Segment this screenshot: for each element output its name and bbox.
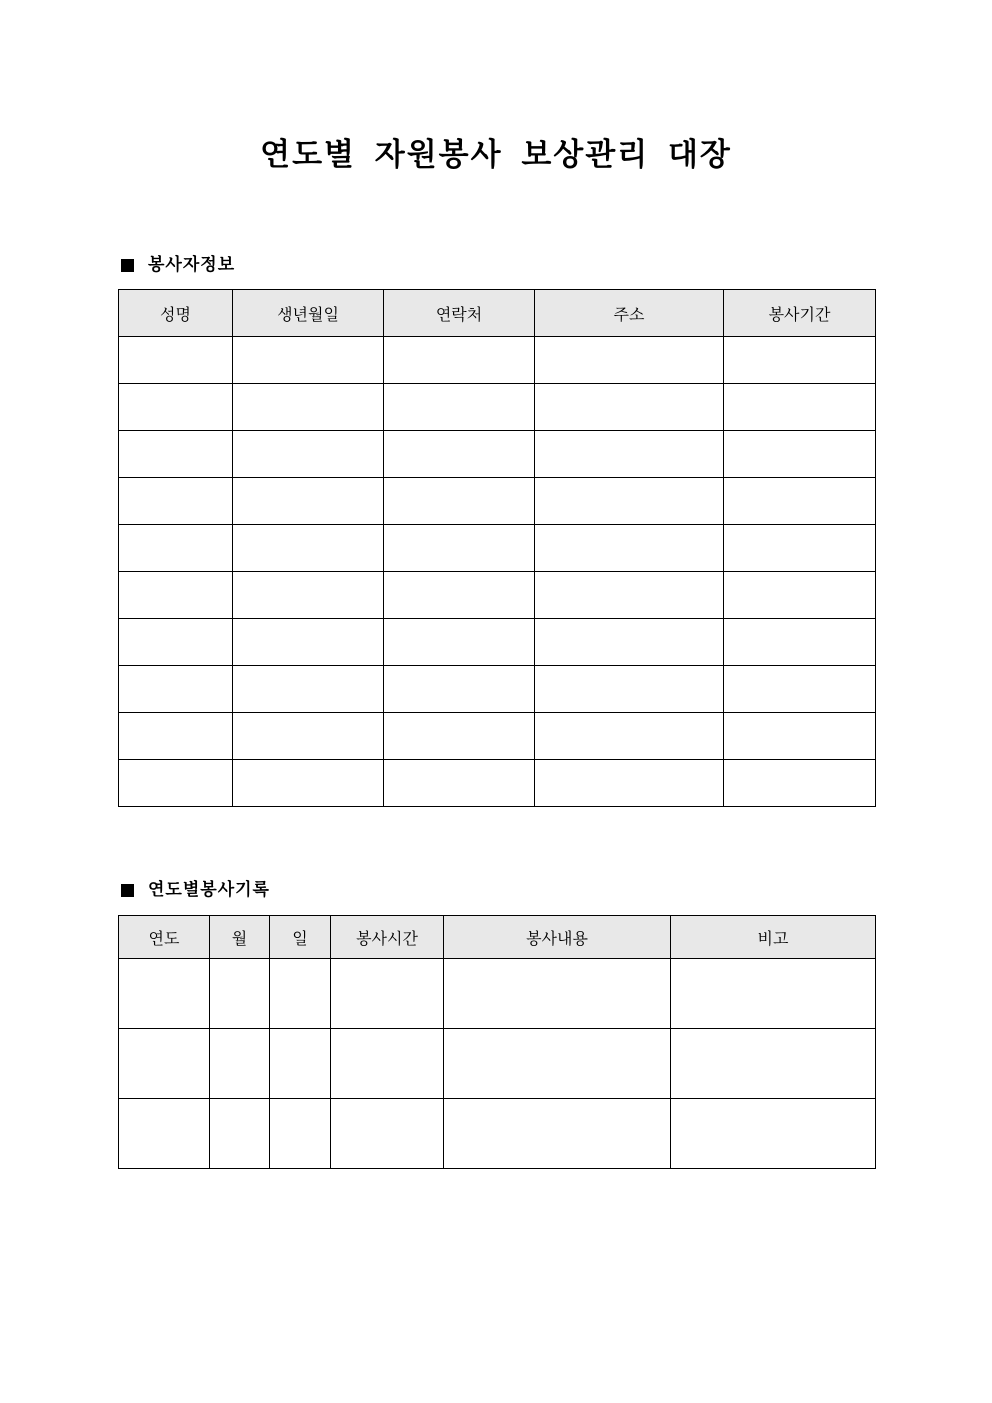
page-title: 연도별 자원봉사 보상관리 대장 bbox=[260, 137, 732, 173]
table-cell[interactable] bbox=[535, 337, 724, 384]
table-cell[interactable] bbox=[535, 572, 724, 619]
column-header-year: 연도 bbox=[119, 916, 210, 959]
table-cell[interactable] bbox=[724, 713, 876, 760]
table-cell[interactable] bbox=[384, 384, 535, 431]
table-cell[interactable] bbox=[233, 572, 384, 619]
table-cell[interactable] bbox=[331, 1029, 444, 1099]
table-header-row bbox=[119, 290, 876, 337]
table-cell[interactable] bbox=[233, 525, 384, 572]
table-cell[interactable] bbox=[233, 760, 384, 807]
table-cell[interactable] bbox=[671, 1029, 876, 1099]
table-cell[interactable] bbox=[331, 959, 444, 1029]
table-cell[interactable] bbox=[119, 431, 233, 478]
table-cell[interactable] bbox=[384, 572, 535, 619]
table-cell[interactable] bbox=[233, 431, 384, 478]
column-header-period: 봉사기간 bbox=[724, 290, 876, 337]
table-cell[interactable] bbox=[444, 1099, 671, 1169]
table-cell[interactable] bbox=[384, 525, 535, 572]
table-cell[interactable] bbox=[210, 1029, 270, 1099]
table-row bbox=[119, 619, 876, 666]
table-cell[interactable] bbox=[535, 478, 724, 525]
yearly-record-table bbox=[118, 915, 876, 1169]
table-cell[interactable] bbox=[724, 666, 876, 713]
table-cell[interactable] bbox=[671, 1099, 876, 1169]
table-cell[interactable] bbox=[210, 1099, 270, 1169]
table-cell[interactable] bbox=[535, 666, 724, 713]
table-row bbox=[119, 525, 876, 572]
table-cell[interactable] bbox=[384, 666, 535, 713]
table-cell[interactable] bbox=[724, 478, 876, 525]
yearly-record-heading bbox=[119, 878, 270, 902]
table-row bbox=[119, 760, 876, 807]
table-cell[interactable] bbox=[724, 525, 876, 572]
table-row bbox=[119, 666, 876, 713]
table-cell[interactable] bbox=[119, 760, 233, 807]
column-header-name: 성명 bbox=[119, 290, 233, 337]
table-cell[interactable] bbox=[270, 1099, 331, 1169]
table-cell[interactable] bbox=[724, 431, 876, 478]
volunteer-info-heading bbox=[119, 253, 235, 277]
table-cell[interactable] bbox=[384, 760, 535, 807]
table-cell[interactable] bbox=[535, 760, 724, 807]
table-row bbox=[119, 478, 876, 525]
yearly-record-heading-label: 연도별봉사기록 bbox=[148, 880, 270, 900]
table-cell[interactable] bbox=[444, 1029, 671, 1099]
black-square-icon bbox=[121, 259, 134, 272]
column-header-hours: 봉사시간 bbox=[331, 916, 444, 959]
table-row bbox=[119, 384, 876, 431]
volunteer-info-heading-label: 봉사자정보 bbox=[148, 255, 236, 275]
table-cell[interactable] bbox=[444, 959, 671, 1029]
table-row bbox=[119, 1099, 876, 1169]
table-cell[interactable] bbox=[535, 713, 724, 760]
table-cell[interactable] bbox=[270, 959, 331, 1029]
table-cell[interactable] bbox=[210, 959, 270, 1029]
table-cell[interactable] bbox=[671, 959, 876, 1029]
table-cell[interactable] bbox=[119, 478, 233, 525]
table-cell[interactable] bbox=[233, 337, 384, 384]
table-row bbox=[119, 337, 876, 384]
table-cell[interactable] bbox=[535, 384, 724, 431]
table-cell[interactable] bbox=[233, 478, 384, 525]
column-header-content: 봉사내용 bbox=[444, 916, 671, 959]
table-row bbox=[119, 713, 876, 760]
table-cell[interactable] bbox=[233, 713, 384, 760]
table-cell[interactable] bbox=[270, 1029, 331, 1099]
table-cell[interactable] bbox=[119, 1099, 210, 1169]
table-cell[interactable] bbox=[119, 384, 233, 431]
table-cell[interactable] bbox=[119, 1029, 210, 1099]
table-cell[interactable] bbox=[119, 959, 210, 1029]
column-header-address: 주소 bbox=[535, 290, 724, 337]
table-cell[interactable] bbox=[119, 572, 233, 619]
table-cell[interactable] bbox=[384, 337, 535, 384]
column-header-month: 월 bbox=[210, 916, 270, 959]
table-row bbox=[119, 431, 876, 478]
table-cell[interactable] bbox=[535, 431, 724, 478]
table-cell[interactable] bbox=[384, 478, 535, 525]
table-cell[interactable] bbox=[535, 525, 724, 572]
table-header-row bbox=[119, 916, 876, 959]
column-header-contact: 연락처 bbox=[384, 290, 535, 337]
table-cell[interactable] bbox=[384, 713, 535, 760]
table-row bbox=[119, 1029, 876, 1099]
table-cell[interactable] bbox=[535, 619, 724, 666]
column-header-remarks: 비고 bbox=[671, 916, 876, 959]
table-cell[interactable] bbox=[724, 337, 876, 384]
table-cell[interactable] bbox=[233, 666, 384, 713]
table-cell[interactable] bbox=[119, 666, 233, 713]
black-square-icon bbox=[121, 884, 134, 897]
table-cell[interactable] bbox=[724, 619, 876, 666]
table-cell[interactable] bbox=[724, 760, 876, 807]
column-header-birthdate: 생년월일 bbox=[233, 290, 384, 337]
table-cell[interactable] bbox=[233, 384, 384, 431]
table-row bbox=[119, 572, 876, 619]
table-cell[interactable] bbox=[119, 337, 233, 384]
table-cell[interactable] bbox=[119, 619, 233, 666]
column-header-day: 일 bbox=[270, 916, 331, 959]
table-cell[interactable] bbox=[331, 1099, 444, 1169]
table-cell[interactable] bbox=[724, 384, 876, 431]
table-cell[interactable] bbox=[233, 619, 384, 666]
table-cell[interactable] bbox=[119, 525, 233, 572]
table-cell[interactable] bbox=[384, 619, 535, 666]
table-cell[interactable] bbox=[119, 713, 233, 760]
table-cell[interactable] bbox=[384, 431, 535, 478]
table-row bbox=[119, 959, 876, 1029]
table-cell[interactable] bbox=[724, 572, 876, 619]
volunteer-info-table bbox=[118, 289, 876, 807]
